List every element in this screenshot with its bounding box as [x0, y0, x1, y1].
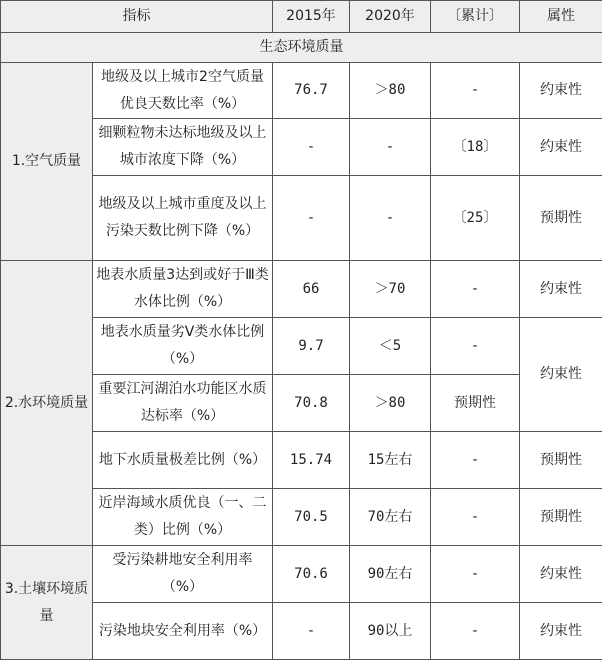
indicator-cell: 地表水质量3达到或好于Ⅲ类水体比例（%） — [93, 261, 273, 318]
cumulative-cell: - — [431, 603, 520, 660]
table-row — [1, 63, 602, 119]
cumulative-cell: - — [431, 489, 520, 546]
attribute-cell: 预期性 — [520, 176, 602, 261]
cumulative-cell: - — [431, 546, 520, 603]
group-soil-quality: 3.土壤环境质量 — [1, 546, 93, 660]
value-2020-cell: ＞80 — [350, 375, 431, 432]
value-2020-cell: ＞80 — [350, 63, 431, 119]
header-cumulative: 〔累计〕 — [431, 1, 520, 33]
header-2020: 2020年 — [350, 1, 431, 33]
attribute-cell: 约束性 — [520, 546, 602, 603]
value-2020-cell: - — [350, 119, 431, 176]
indicator-cell: 地级及以上城市重度及以上污染天数比例下降（%） — [93, 176, 273, 261]
indicator-cell: 细颗粒物未达标地级及以上城市浓度下降（%） — [93, 119, 273, 176]
value-2020-cell: ＞70 — [350, 261, 431, 318]
value-2015-cell: 70.5 — [273, 489, 350, 546]
value-2020-cell: ＜5 — [350, 318, 431, 375]
value-2020-cell: 90以上 — [350, 603, 431, 660]
value-2015-cell: 15.74 — [273, 432, 350, 489]
value-2015-cell: 70.6 — [273, 546, 350, 603]
cumulative-cell: 〔25〕 — [431, 176, 520, 261]
header-row — [1, 1, 602, 33]
header-attribute: 属性 — [520, 1, 602, 33]
value-2015-cell: 9.7 — [273, 318, 350, 375]
cumulative-cell: - — [431, 63, 520, 119]
table-row — [1, 261, 602, 318]
attribute-cell: 约束性 — [520, 63, 602, 119]
cumulative-cell: 预期性 — [431, 375, 520, 432]
attribute-cell: 约束性 — [520, 318, 602, 432]
section-row — [1, 33, 602, 63]
indicator-cell: 污染地块安全利用率（%） — [93, 603, 273, 660]
value-2020-cell: 90左右 — [350, 546, 431, 603]
value-2020-cell: - — [350, 176, 431, 261]
section-title: 生态环境质量 — [1, 33, 602, 63]
indicator-cell: 地表水质量劣Ⅴ类水体比例（%） — [93, 318, 273, 375]
attribute-cell: 约束性 — [520, 119, 602, 176]
indicator-cell: 受污染耕地安全利用率（%） — [93, 546, 273, 603]
indicator-cell: 地级及以上城市2空气质量优良天数比率（%） — [93, 63, 273, 119]
cumulative-cell: - — [431, 261, 520, 318]
table-row — [1, 546, 602, 603]
header-indicator: 指标 — [1, 1, 273, 33]
cumulative-cell: - — [431, 318, 520, 375]
indicator-cell: 重要江河湖泊水功能区水质达标率（%） — [93, 375, 273, 432]
value-2020-cell: 15左右 — [350, 432, 431, 489]
value-2015-cell: 76.7 — [273, 63, 350, 119]
value-2015-cell: 66 — [273, 261, 350, 318]
cumulative-cell: 〔18〕 — [431, 119, 520, 176]
attribute-cell: 预期性 — [520, 489, 602, 546]
attribute-cell: 约束性 — [520, 261, 602, 318]
value-2015-cell: - — [273, 603, 350, 660]
group-water-quality: 2.水环境质量 — [1, 261, 93, 546]
value-2015-cell: 70.8 — [273, 375, 350, 432]
value-2015-cell: - — [273, 119, 350, 176]
value-2015-cell: - — [273, 176, 350, 261]
cumulative-cell: - — [431, 432, 520, 489]
header-2015: 2015年 — [273, 1, 350, 33]
indicator-cell: 近岸海域水质优良（一、二类）比例（%） — [93, 489, 273, 546]
value-2020-cell: 70左右 — [350, 489, 431, 546]
group-air-quality: 1.空气质量 — [1, 63, 93, 261]
attribute-cell: 预期性 — [520, 432, 602, 489]
indicator-cell: 地下水质量极差比例（%） — [93, 432, 273, 489]
attribute-cell: 约束性 — [520, 603, 602, 660]
